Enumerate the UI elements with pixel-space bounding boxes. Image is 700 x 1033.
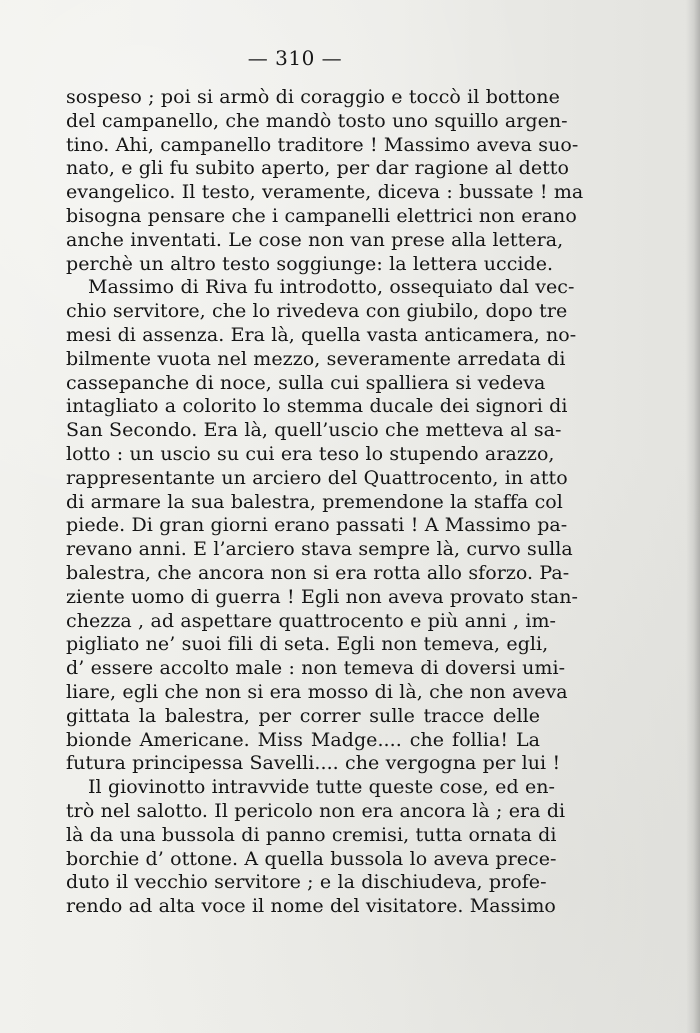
page-edge-shadow — [686, 0, 700, 1033]
text-line-3: tino. Ahi, campanello traditore ! Massimo aveva suo- — [66, 133, 579, 156]
text-line-6: bisogna pensare che i campanelli elettrici non erano — [66, 204, 577, 227]
text-line-30: Il giovinotto intravvide tutte queste cose, ed en- — [88, 776, 556, 799]
text-line-26: liare, egli che non si era mosso di là, che non aveva — [66, 680, 568, 703]
text-line-11: mesi di assenza. Era là, quella vasta anticamera, no- — [66, 323, 577, 346]
text-line-21: balestra, che ancora non si era rotta allo sforzo. Pa- — [66, 561, 570, 584]
text-line-8: perchè un altro testo soggiunge: la lettera uccide. — [66, 252, 554, 275]
text-line-27: gittata la balestra, per correr sulle tracce delle — [66, 704, 540, 727]
text-line-10: chio servitore, che lo rivedeva con giubilo, dopo tre — [66, 300, 568, 323]
text-line-24: pigliato ne’ suoi fili di seta. Egli non temeva, egli, — [66, 633, 549, 656]
text-line-17: rappresentante un arciero del Quattrocento, in atto — [66, 466, 568, 489]
text-line-20: revano anni. E l’arciero stava sempre là, curvo sulla — [66, 538, 573, 561]
text-line-19: piede. Di gran giorni erano passati ! A Massimo pa- — [66, 514, 568, 537]
text-line-23: chezza , ad aspettare quattrocento e più anni , im- — [66, 609, 556, 632]
text-block — [66, 86, 584, 919]
text-line-12: bilmente vuota nel mezzo, severamente arredata di — [66, 347, 566, 370]
text-line-7: anche inventati. Le cose non van prese alla lettera, — [66, 228, 564, 251]
text-line-13: cassepanche di noce, sulla cui spalliera si vedeva — [66, 371, 546, 394]
text-line-18: di armare la sua balestra, premendone la staffa col — [66, 490, 563, 513]
text-line-25: d’ essere accolto male : non temeva di doversi umi- — [66, 657, 566, 680]
text-line-33: borchie d’ ottone. A quella bussola lo aveva prece- — [66, 847, 557, 870]
text-line-34: duto il vecchio servitore ; e la dischiudeva, profe- — [66, 871, 547, 894]
text-line-9: Massimo di Riva fu introdotto, ossequiato dal vec- — [88, 276, 575, 299]
text-line-32: là da una bussola di panno cremisi, tutta ornata di — [66, 823, 557, 846]
text-line-14: intagliato a colorito lo stemma ducale dei signori di — [66, 395, 568, 418]
text-line-15: San Secondo. Era là, quell’uscio che metteva al sa- — [66, 419, 562, 442]
text-line-31: trò nel salotto. Il pericolo non era ancora là ; era di — [66, 799, 566, 822]
text-line-35: rendo ad alta voce il nome del visitatore. Massimo — [66, 895, 556, 918]
text-line-4: nato, e gli fu subito aperto, per dar ragione al detto — [66, 157, 569, 180]
text-line-29: futura principessa Savelli.... che vergogna per lui ! — [66, 752, 561, 775]
page-number: — 310 — — [247, 46, 343, 70]
text-line-28: bionde Americane. Miss Madge.... che follia! La — [66, 728, 540, 751]
text-line-2: del campanello, che mandò tosto uno squillo argen- — [66, 109, 568, 132]
text-line-16: lotto : un uscio su cui era teso lo stupendo arazzo, — [66, 442, 555, 465]
text-line-22: ziente uomo di guerra ! Egli non aveva provato stan- — [66, 585, 578, 608]
text-line-1: sospeso ; poi si armò di coraggio e toccò il bottone — [66, 86, 560, 108]
text-line-5: evangelico. Il testo, veramente, diceva : bussate ! ma — [66, 181, 584, 204]
